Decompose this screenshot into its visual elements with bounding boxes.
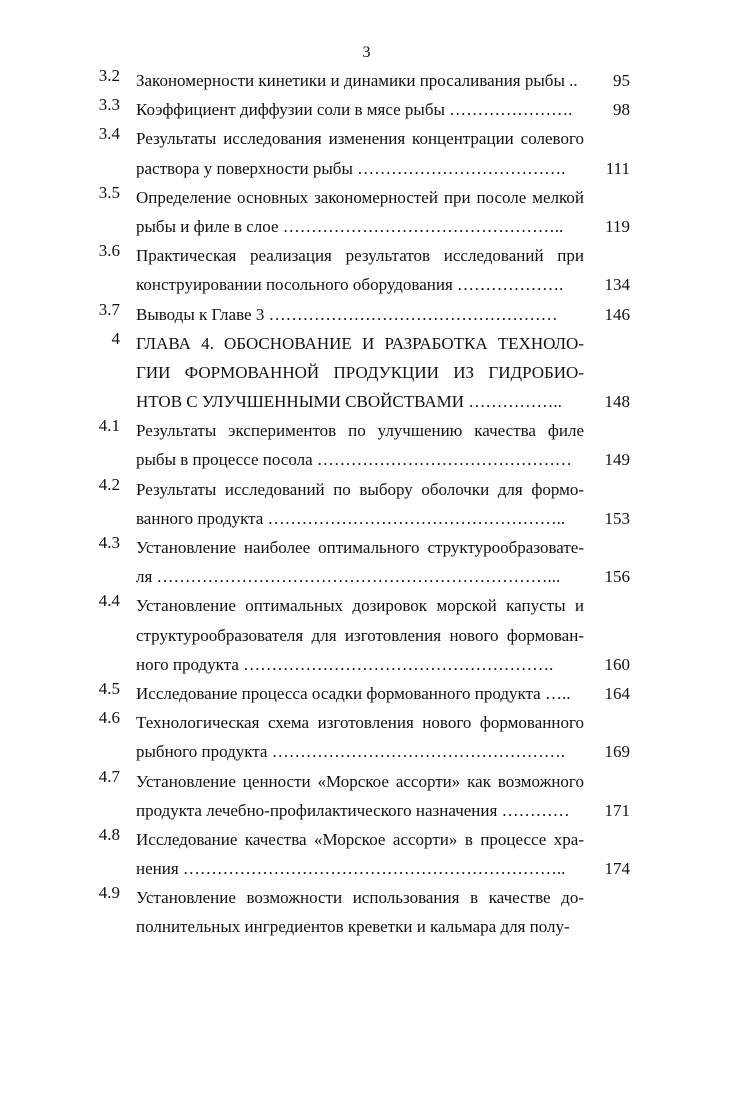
toc-entry-number: 4.4 [98, 591, 120, 611]
toc-entry-title-line: Результаты исследования изменения концентрации солевого [136, 129, 584, 149]
toc-entry-title-line: Коэффициент диффузии соли в мясе рыбы …………………. [136, 100, 573, 120]
toc-entry-page: 148 [604, 392, 630, 412]
toc-entry-title-line: Закономерности кинетики и динамики просаливания рыбы .. [136, 71, 578, 90]
toc-entry-title-line: Установление оптимальных дозировок морской капусты и [136, 596, 584, 616]
toc-entry-title-line: ГИИ ФОРМОВАННОЙ ПРОДУКЦИИ ИЗ ГИДРОБИО- [136, 362, 584, 382]
toc-entry-page: 153 [604, 508, 630, 528]
toc-entry-number: 4.6 [98, 708, 120, 728]
toc-entry-page: 119 [605, 216, 630, 236]
toc-entry-page: 146 [604, 304, 630, 324]
toc-entry [0, 300, 733, 329]
toc-entry-number: 4.5 [98, 678, 120, 698]
toc-entry-title-line: Выводы к Главе 3 …………………………………………… [136, 304, 558, 324]
toc-entry-number: 3.7 [98, 299, 120, 319]
toc-entry-title-line: Установление наиболее оптимального структурообразовате- [136, 538, 584, 557]
toc-entry-number: 3.2 [98, 66, 120, 85]
toc-entry-title-line: Результаты исследований по выбору оболочки для формо- [136, 479, 584, 499]
toc-entry-page: 171 [604, 800, 630, 820]
toc-entry-title-line: ванного продукта …………………………………………….. [136, 508, 566, 528]
toc-entry [0, 124, 733, 182]
toc-entry-title-line: рыбы в процессе посола ……………………………………… [136, 450, 572, 470]
toc-entry-number: 3.3 [98, 95, 120, 115]
toc-entry [0, 883, 733, 941]
toc-entry-page: 169 [604, 742, 630, 762]
toc-entry-number: 4 [111, 328, 120, 348]
toc-entry-number: 3.6 [98, 241, 120, 261]
toc-entry [0, 416, 733, 474]
toc-entry-page: 98 [613, 100, 630, 120]
toc-entry-title-line: Практическая реализация результатов исследований при [136, 246, 584, 266]
toc-entry-number: 3.5 [98, 182, 120, 202]
page-number: 3 [362, 44, 371, 61]
toc-entry-title-line: Исследование качества «Морское ассорти» в процессе хра- [136, 829, 584, 849]
toc-entry-title-line: ного продукта ………………………………………………. [136, 654, 554, 674]
toc-entry-title-line: Установление возможности использования в качестве до- [136, 888, 584, 908]
toc-entry-title-line: Результаты экспериментов по улучшению качества филе [136, 421, 584, 441]
toc-entry-page: 160 [604, 654, 630, 674]
toc-entry-title-line: Установление ценности «Морское ассорти» как возможного [136, 771, 584, 791]
toc-entry-title-line: продукта лечебно-профилактического назначения ………… [136, 800, 570, 820]
toc-entry-title-line: конструировании посольного оборудования ………………. [136, 275, 564, 295]
toc-entry-number: 4.8 [98, 824, 120, 844]
toc-entry-title-line: Определение основных закономерностей при посоле мелкой [136, 187, 584, 207]
toc-entry-page: 111 [605, 158, 630, 178]
toc-entry-title-line: НТОВ С УЛУЧШЕННЫМИ СВОЙСТВАМИ …………….. [136, 392, 562, 412]
toc-entry-number: 4.1 [98, 416, 120, 436]
toc-entry [0, 329, 733, 417]
toc-entry-title-line: рыбы и филе в слое ………………………………………….. [136, 216, 564, 236]
toc-entry-title-line: структурообразователя для изготовления нового формован- [136, 625, 584, 645]
toc-entry-page: 174 [604, 859, 630, 879]
toc-entry-number: 3.4 [98, 124, 120, 144]
toc-entry-number: 4.3 [98, 533, 120, 552]
toc-entry-title-line: ля ……………………………………………………………... [136, 567, 561, 587]
toc-entry-page: 149 [604, 450, 630, 470]
toc-entry [0, 591, 733, 679]
toc-entry-title-line: рыбного продукта ……………………………………………. [136, 742, 565, 762]
toc-entry-title-line: раствора у поверхности рыбы ………………………………. [136, 158, 566, 178]
toc-entry [0, 533, 733, 591]
toc-entry-page: 134 [604, 275, 630, 295]
toc-entry-number: 4.7 [98, 766, 120, 786]
toc-entry [0, 183, 733, 241]
toc-entry-title-line: Исследование процесса осадки формованного продукта ….. [136, 683, 571, 703]
toc-entry-page: 156 [604, 567, 630, 587]
toc-entry [0, 708, 733, 766]
toc-entry-number: 4.2 [98, 474, 120, 494]
toc-entry [0, 66, 733, 95]
toc-entry [0, 241, 733, 299]
toc-entry-number: 4.9 [98, 883, 120, 903]
toc-entry-page: 95 [613, 71, 630, 90]
table-of-contents [0, 66, 733, 942]
toc-entry [0, 475, 733, 533]
toc-entry [0, 767, 733, 825]
toc-entry-page: 164 [604, 683, 630, 703]
toc-entry-title-line: нения ………………………………………………………….. [136, 859, 566, 879]
toc-entry [0, 679, 733, 708]
toc-entry-title-line: полнительных ингредиентов креветки и кальмара для полу- [136, 917, 570, 937]
toc-entry [0, 95, 733, 124]
toc-entry-title-line: ГЛАВА 4. ОБОСНОВАНИЕ И РАЗРАБОТКА ТЕХНОЛО- [136, 333, 584, 353]
toc-entry [0, 825, 733, 883]
toc-entry-title-line: Технологическая схема изготовления нового формованного [136, 713, 584, 733]
